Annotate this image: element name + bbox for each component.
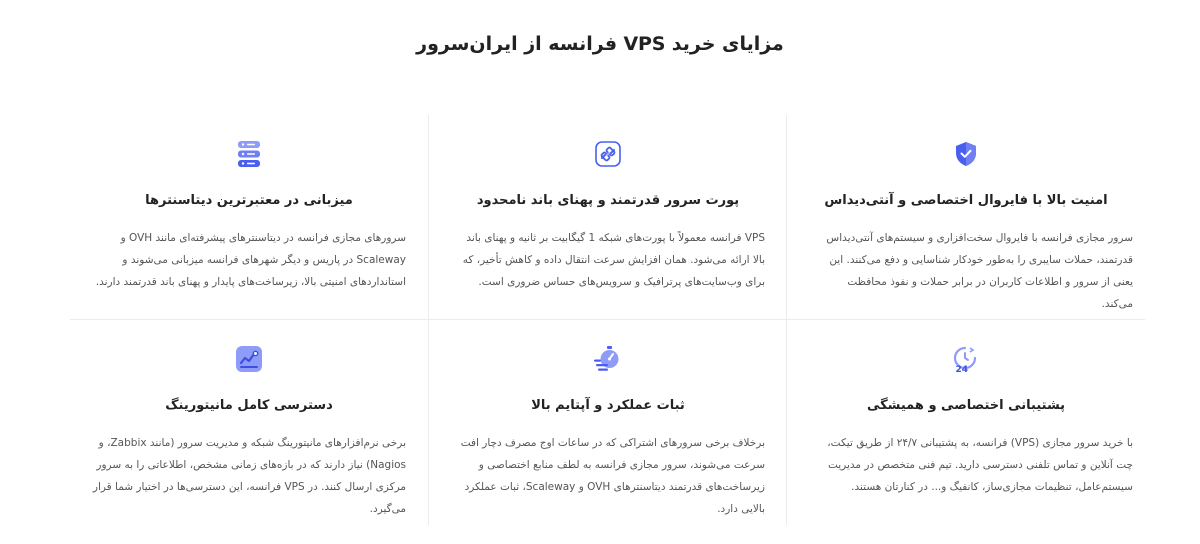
page-title: مزایای خرید VPS فرانسه از ایران‌سرور: [416, 33, 784, 55]
feature-description: برخی نرم‌افزارهای مانیتورینگ شبکه و مدیریت سرور (مانند Zabbix، و Nagios) نیاز دارند که در بازه‌های زمانی مشخص، اطلاعاتی را به سرور مرکزی ارسال کنند. در VPS فرانسه، این دسترسی‌ها در اختیار شما قرار می‌گیرد.: [92, 437, 406, 515]
feature-description: سرورهای مجازی فرانسه در دیتاسنترهای پیشرفته‌ای مانند OVH و Scaleway در پاریس و دیگر شهرهای فرانسه میزبانی می‌شوند و استانداردهای امنیتی بالا، زیرساخت‌های پایدار و پهنای باند قدرتمند دارند.: [95, 232, 406, 288]
feature-title: پشتیبانی اختصاصی و همیشگی: [866, 398, 1066, 413]
feature-description: سرور مجازی فرانسه با فایروال سخت‌افزاری و سیستم‌های آنتی‌دیداس قدرتمند، حملات سایبری را به‌طور خودکار شناسایی و دفع می‌کنند. این یعنی از سرور و اطلاعات کاربران در برابر حملات و نفوذ محافظت می‌کند.: [826, 232, 1133, 310]
feature-title: دسترسی کامل مانیتورینگ: [165, 398, 333, 413]
feature-title: میزبانی در معتبرترین دیتاسنترها: [145, 193, 353, 208]
feature-card-security: [787, 115, 1145, 320]
stopwatch-speed-icon: [594, 345, 622, 377]
support-24-icon: [951, 344, 981, 378]
feature-card-monitoring: [70, 320, 428, 525]
feature-card-hosting: [70, 115, 428, 320]
monitoring-chart-icon: [235, 345, 263, 377]
feature-description: با خرید سرور مجازی (VPS) فرانسه، به پشتیبانی ۲۴/۷ از طریق تیکت، چت آنلاین و تماس تلفنی دسترسی دارید. تیم فنی متخصص در مدیریت سیستم‌عامل، تنظیمات مجازی‌ساز، کانفیگ و... در کنارتان هستند.: [827, 437, 1133, 493]
feature-card-support: [787, 320, 1145, 525]
server-stack-icon: [237, 140, 261, 172]
feature-title: ثبات عملکرد و آپتایم بالا: [531, 398, 685, 413]
feature-description: برخلاف برخی سرورهای اشتراکی که در ساعات اوج مصرف دچار افت سرعت می‌شوند، سرور مجازی فرانسه به لطف منابع اختصاصی و زیرساخت‌های قدرتمند دیتاسنترهای OVH و Scaleway، ثبات عملکرد بالایی دارد.: [460, 437, 765, 515]
feature-title: امنیت بالا با فایروال اختصاصی و آنتی‌دیداس: [824, 193, 1108, 208]
features-grid: [70, 115, 1145, 525]
shield-check-icon: [954, 141, 978, 171]
svg-text:24: 24: [955, 365, 968, 374]
feature-card-port: [429, 115, 787, 320]
network-link-icon: [594, 140, 622, 172]
feature-card-uptime: [429, 320, 787, 525]
feature-title: پورت سرور قدرتمند و پهنای باند نامحدود: [476, 193, 740, 208]
feature-description: VPS فرانسه معمولاً با پورت‌های شبکه 1 گیگابیت بر ثانیه و پهنای باند بالا ارائه می‌شود. همان افزایش سرعت انتقال داده و کاهش تأخیر، که برای وب‌سایت‌های پرترافیک و سرویس‌های حساس ضروری است.: [462, 232, 765, 288]
